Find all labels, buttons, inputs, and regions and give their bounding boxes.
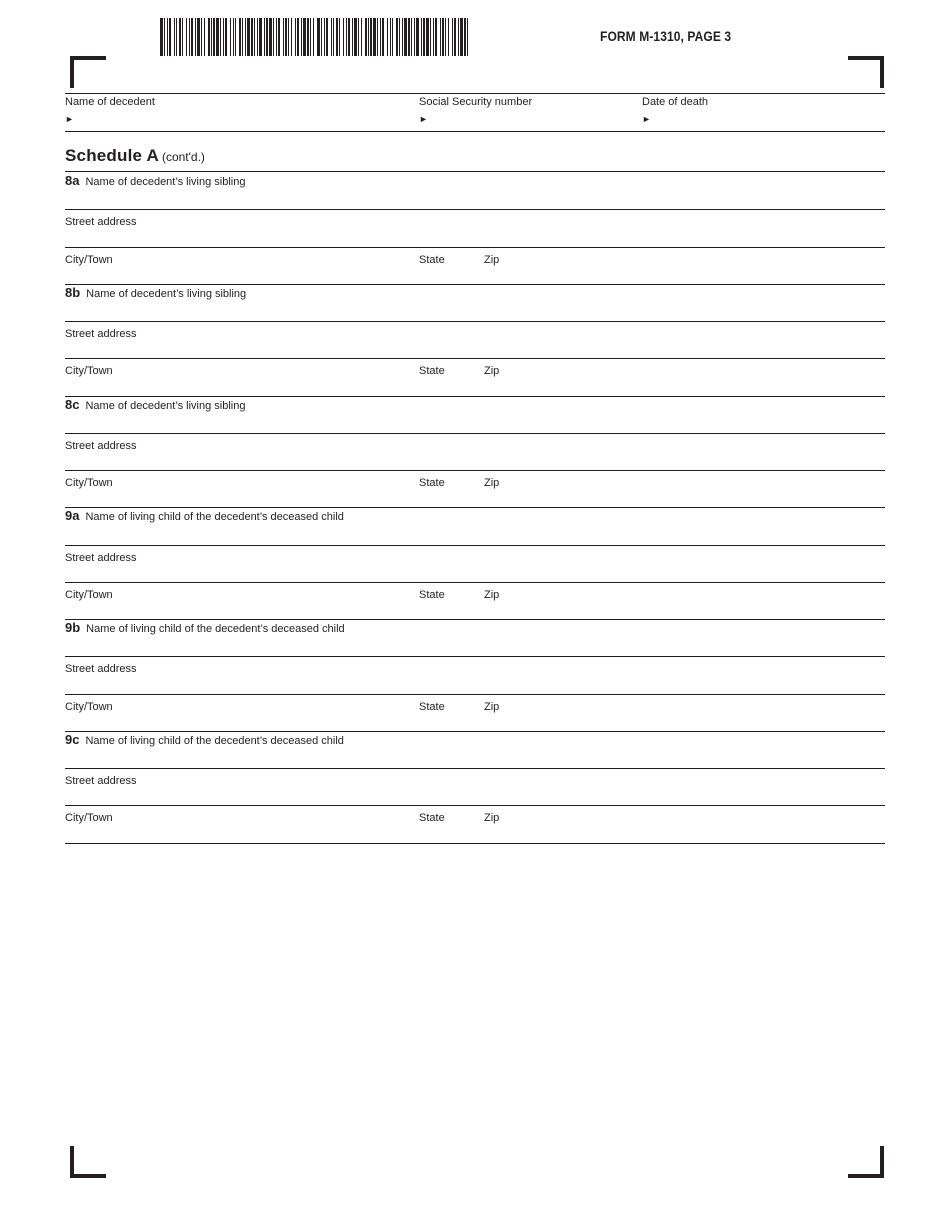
- zip-field[interactable]: [484, 823, 604, 841]
- barcode-bar: [235, 18, 236, 56]
- barcode-bar: [301, 18, 302, 56]
- name-row-8a[interactable]: [65, 172, 885, 209]
- street-row-8a[interactable]: [65, 209, 885, 246]
- zip-field[interactable]: [484, 376, 604, 394]
- entry-label-text: Name of living child of the decedent’s deceased child: [85, 511, 344, 524]
- barcode-bar: [460, 18, 463, 56]
- zip-label: Zip: [484, 365, 500, 378]
- state-field[interactable]: [419, 712, 477, 730]
- zip-label: Zip: [484, 812, 500, 825]
- state-label: State: [419, 477, 445, 489]
- barcode-bar: [387, 18, 388, 56]
- barcode-bar: [339, 18, 340, 56]
- barcode-bar: [433, 18, 434, 56]
- city-town-field[interactable]: [65, 600, 405, 618]
- city-town-label: City/Town: [65, 588, 113, 601]
- barcode-bar: [233, 18, 234, 56]
- corner-mark-bottom-left: [70, 1146, 106, 1178]
- corner-mark-bottom-right: [848, 1146, 884, 1178]
- entry-name-label: [65, 173, 245, 188]
- barcode-bar: [230, 18, 231, 56]
- barcode-bar: [390, 18, 391, 56]
- entry-label-text: Name of decedent’s living sibling: [85, 399, 246, 412]
- barcode-bar: [404, 18, 407, 56]
- barcode-bar: [380, 18, 381, 56]
- zip-label: Zip: [484, 253, 500, 266]
- barcode-bar: [164, 18, 165, 56]
- schedule-title: Schedule A: [65, 146, 159, 165]
- date-of-death-arrow-icon: ►: [642, 114, 651, 124]
- state-field[interactable]: [419, 600, 477, 618]
- barcode-bar: [416, 18, 419, 56]
- barcode-bar: [317, 18, 320, 56]
- city-row-8a: [65, 247, 885, 284]
- zip-label: Zip: [484, 588, 500, 601]
- state-label: State: [419, 365, 445, 378]
- barcode-bar: [245, 18, 246, 56]
- barcode-bar: [440, 18, 441, 56]
- barcode-bar: [331, 18, 332, 56]
- barcode-bar: [454, 18, 456, 56]
- decedent-name-label: Name of decedent: [65, 96, 155, 108]
- barcode-bar: [169, 18, 171, 56]
- row-rule: [65, 843, 885, 844]
- barcode-bar: [377, 18, 378, 56]
- schedule-heading: [65, 146, 205, 166]
- city-town-label: City/Town: [65, 365, 113, 378]
- state-field[interactable]: [419, 265, 477, 283]
- barcode-bar: [295, 18, 296, 56]
- barcode-bar: [197, 18, 200, 56]
- barcode-bar: [373, 18, 376, 56]
- barcode-bar: [458, 18, 459, 56]
- zip-label: Zip: [484, 477, 500, 489]
- barcode-bar: [257, 18, 258, 56]
- city-row-8b: [65, 358, 885, 395]
- street-address-label: Street address: [65, 551, 137, 564]
- city-town-field[interactable]: [65, 376, 405, 394]
- barcode-bar: [213, 18, 215, 56]
- barcode-bar: [396, 18, 398, 56]
- barcode-bar: [421, 18, 422, 56]
- zip-field[interactable]: [484, 265, 604, 283]
- barcode-bar: [264, 18, 265, 56]
- barcode-bar: [167, 18, 168, 56]
- ssn-field[interactable]: [432, 110, 632, 128]
- barcode-bar: [448, 18, 449, 56]
- barcode-bar: [195, 18, 196, 56]
- state-field[interactable]: [419, 823, 477, 841]
- barcode-bar: [365, 18, 367, 56]
- barcode-bar: [189, 18, 190, 56]
- city-town-field[interactable]: [65, 488, 405, 506]
- barcode-bar: [333, 18, 334, 56]
- barcode-bar: [208, 18, 210, 56]
- zip-label: Zip: [484, 700, 500, 713]
- barcode-bar: [435, 18, 437, 56]
- barcode-bar: [426, 18, 429, 56]
- barcode-bar: [464, 18, 466, 56]
- city-row-9a: [65, 582, 885, 619]
- schedule-subtitle: (cont'd.): [161, 150, 205, 164]
- entry-label-text: Name of decedent’s living sibling: [85, 176, 246, 188]
- name-row-8c[interactable]: [65, 396, 885, 433]
- zip-field[interactable]: [484, 600, 604, 618]
- barcode-bar: [408, 18, 410, 56]
- barcode-bar: [467, 18, 468, 56]
- barcode-bar: [358, 18, 359, 56]
- name-row-9b[interactable]: [65, 619, 885, 656]
- entry-name-label: [65, 508, 344, 523]
- ssn-arrow-icon: ►: [419, 114, 428, 124]
- zip-field[interactable]: [484, 488, 604, 506]
- decedent-name-field[interactable]: [78, 110, 408, 128]
- entry-name-label: [65, 620, 345, 635]
- barcode-bar: [414, 18, 415, 56]
- decedent-name-arrow-icon: ►: [65, 114, 74, 124]
- zip-field[interactable]: [484, 712, 604, 730]
- barcode-bar: [354, 18, 357, 56]
- name-row-9c[interactable]: [65, 731, 885, 768]
- barcode-bar: [276, 18, 277, 56]
- city-town-label: City/Town: [65, 477, 113, 489]
- barcode-bar: [251, 18, 253, 56]
- state-label: State: [419, 253, 445, 266]
- barcode-bar: [191, 18, 193, 56]
- barcode-bar: [370, 18, 372, 56]
- barcode-bar: [285, 18, 287, 56]
- barcode-bar: [442, 18, 444, 56]
- barcode-bar: [313, 18, 314, 56]
- street-row-9c[interactable]: [65, 768, 885, 805]
- state-label: State: [419, 812, 445, 825]
- line-number: 9c: [65, 731, 80, 747]
- entry-label-text: Name of living child of the decedent’s deceased child: [86, 623, 345, 635]
- barcode-bar: [445, 18, 446, 56]
- line-number: 9b: [65, 620, 81, 635]
- barcode-bar: [411, 18, 412, 56]
- line-number: 9a: [65, 508, 80, 524]
- city-town-field[interactable]: [65, 712, 405, 730]
- barcode-bar: [204, 18, 205, 56]
- barcode-bar: [326, 18, 328, 56]
- city-town-label: City/Town: [65, 812, 113, 825]
- barcode-bar: [266, 18, 268, 56]
- barcode-bar: [211, 18, 212, 56]
- barcode-bar: [321, 18, 322, 56]
- barcode-bar: [174, 18, 175, 56]
- header-top-rule: [65, 93, 885, 94]
- line-number: 8b: [65, 284, 81, 300]
- barcode-bar: [179, 18, 181, 56]
- barcode-bar: [176, 18, 177, 56]
- barcode-bar: [216, 18, 219, 56]
- barcode-bar: [182, 18, 183, 56]
- barcode-bar: [346, 18, 347, 56]
- barcode-bar: [399, 18, 400, 56]
- street-row-9a[interactable]: [65, 545, 885, 582]
- barcode-bar: [430, 18, 431, 56]
- barcode-bar: [269, 18, 272, 56]
- line-number: 8c: [65, 396, 80, 412]
- barcode-bar: [402, 18, 403, 56]
- barcode-bar: [288, 18, 289, 56]
- barcode-bar: [368, 18, 369, 56]
- entry-label-text: Name of living child of the decedent’s deceased child: [85, 734, 344, 747]
- corner-mark-top-left: [70, 56, 106, 88]
- form-title: FORM M-1310, PAGE 3: [600, 28, 732, 44]
- city-row-9c: [65, 805, 885, 842]
- barcode-bar: [220, 18, 221, 56]
- barcode-bar: [247, 18, 250, 56]
- street-address-label: Street address: [65, 439, 137, 452]
- city-row-9b: [65, 694, 885, 731]
- barcode-bar: [352, 18, 353, 56]
- name-row-9a[interactable]: [65, 507, 885, 544]
- street-address-label: Street address: [65, 775, 137, 787]
- state-label: State: [419, 700, 445, 713]
- barcode-bar: [225, 18, 227, 56]
- barcode-bar: [278, 18, 280, 56]
- barcode-bar: [254, 18, 255, 56]
- street-row-9b[interactable]: [65, 656, 885, 693]
- barcode-bar: [291, 18, 292, 56]
- barcode-bar: [160, 18, 163, 56]
- barcode-bar: [201, 18, 202, 56]
- city-town-field[interactable]: [65, 823, 405, 841]
- state-label: State: [419, 588, 445, 601]
- barcode-bar: [297, 18, 299, 56]
- barcode-bar: [343, 18, 344, 56]
- state-field[interactable]: [419, 376, 477, 394]
- entry-name-label: [65, 397, 245, 412]
- date-of-death-field[interactable]: [655, 110, 880, 128]
- name-row-8b[interactable]: [65, 284, 885, 321]
- entry-name-label: [65, 732, 344, 747]
- barcode-bar: [392, 18, 393, 56]
- header-bottom-rule: [65, 131, 885, 132]
- city-town-field[interactable]: [65, 265, 405, 283]
- barcode-bar: [242, 18, 243, 56]
- street-row-8c[interactable]: [65, 433, 885, 470]
- barcode-bar: [324, 18, 325, 56]
- street-row-8b[interactable]: [65, 321, 885, 358]
- state-field[interactable]: [419, 488, 477, 506]
- barcode-bar: [452, 18, 453, 56]
- barcode-bar: [382, 18, 384, 56]
- city-town-label: City/Town: [65, 253, 113, 266]
- barcode-bar: [303, 18, 306, 56]
- barcode-bar: [273, 18, 274, 56]
- city-row-8c: [65, 470, 885, 507]
- barcode-bar: [423, 18, 425, 56]
- barcode-bar: [310, 18, 311, 56]
- barcode-bar: [186, 18, 187, 56]
- barcode-bar: [348, 18, 350, 56]
- date-of-death-label: Date of death: [642, 96, 709, 108]
- barcode: [160, 18, 470, 56]
- city-town-label: City/Town: [65, 700, 113, 713]
- street-address-label: Street address: [65, 216, 137, 229]
- entry-name-label: [65, 285, 246, 300]
- barcode-bar: [223, 18, 224, 56]
- barcode-bar: [283, 18, 284, 56]
- barcode-bar: [361, 18, 362, 56]
- barcode-bar: [259, 18, 262, 56]
- barcode-bar: [307, 18, 309, 56]
- entry-label-text: Name of decedent’s living sibling: [86, 287, 247, 300]
- line-number: 8a: [65, 173, 80, 188]
- ssn-label: Social Security number: [419, 96, 533, 108]
- street-address-label: Street address: [65, 663, 137, 676]
- barcode-bar: [239, 18, 241, 56]
- corner-mark-top-right: [848, 56, 884, 88]
- street-address-label: Street address: [65, 328, 137, 340]
- barcode-bar: [336, 18, 338, 56]
